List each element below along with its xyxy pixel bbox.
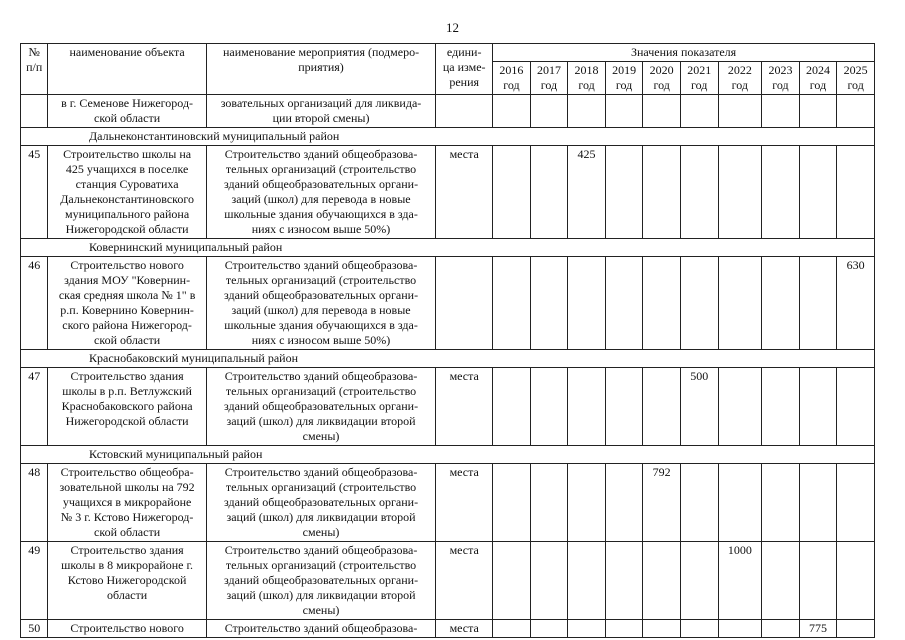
row-unit: места [436,542,493,620]
row-value [718,146,762,239]
header-year: 2025 год [837,62,875,95]
row-value [605,257,643,350]
row-value [837,620,875,638]
row-value [718,620,762,638]
row-num: 46 [21,257,48,350]
row-num: 49 [21,542,48,620]
row-value [568,464,606,542]
section-row [21,239,875,257]
table-row [21,368,875,446]
header-year: 2020 год [643,62,681,95]
row-unit: места [436,620,493,638]
continuation-measure: зовательных организаций для ликвида- ции второй смены) [206,95,435,128]
row-measure: Строительство зданий общеобразова- тельных организаций (строительство зданий общеобразовательных органи- заций (школ) для перевода в новые школьные здания обучающихся в зда- ниях с износом выше 50%) [206,146,435,239]
section-title: Ковернинский муниципальный район [21,239,875,257]
row-value [493,464,531,542]
row-unit: места [436,368,493,446]
row-value [837,368,875,446]
row-value [643,620,681,638]
row-value [643,257,681,350]
row-value [493,620,531,638]
row-value [568,257,606,350]
row-value [680,146,718,239]
section-title: Кстовский муниципальный район [21,446,875,464]
row-value [530,542,568,620]
row-unit [436,257,493,350]
row-object: Строительство нового здания МОУ "Ковернин- ская средняя школа № 1" в р.п. Ковернино Ковернин- ского района Нижегород- ской области [48,257,206,350]
row-value: 500 [680,368,718,446]
row-value [530,257,568,350]
row-value [799,464,837,542]
row-value [530,368,568,446]
row-object: Строительство школы на 425 учащихся в поселке станция Суроватиха Дальнеконстантиновского муниципального района Нижегородской области [48,146,206,239]
header-year: 2017 год [530,62,568,95]
table-row [21,542,875,620]
indicator-table [20,43,875,638]
row-value [568,542,606,620]
row-value [530,620,568,638]
header-year: 2024 год [799,62,837,95]
row-value [568,368,606,446]
row-num: 48 [21,464,48,542]
table-body [21,95,875,638]
row-value [605,146,643,239]
row-value [762,146,800,239]
row-value [493,146,531,239]
row-value [762,620,800,638]
header-year: 2021 год [680,62,718,95]
row-value [799,257,837,350]
row-value [568,620,606,638]
header-unit: едини- ца изме- рения [436,44,493,95]
table-row [21,146,875,239]
row-num: 45 [21,146,48,239]
row-value [799,146,837,239]
row-value [762,257,800,350]
section-title: Краснобаковский муниципальный район [21,350,875,368]
continuation-object: в г. Семенове Нижегород- ской области [48,95,206,128]
header-year: 2023 год [762,62,800,95]
table-row [21,257,875,350]
header-year: 2016 год [493,62,531,95]
row-value [762,368,800,446]
row-measure: Строительство зданий общеобразова- тельных организаций (строительство зданий общеобразовательных органи- заций (школ) для ликвидации второй смены) [206,542,435,620]
row-value: 775 [799,620,837,638]
continuation-row [21,95,875,128]
section-row [21,128,875,146]
row-value: 630 [837,257,875,350]
row-value [530,464,568,542]
row-object: Строительство общеобра- зовательной школы на 792 учащихся в микрорайоне № 3 г. Кстово Нижегород- ской области [48,464,206,542]
row-num: 50 [21,620,48,638]
table-header [21,44,875,95]
row-value [530,146,568,239]
page-number: 12 [446,20,459,35]
row-value [799,368,837,446]
row-value [680,257,718,350]
table-row [21,464,875,542]
row-unit: места [436,464,493,542]
header-year: 2018 год [568,62,606,95]
row-value [718,464,762,542]
row-value [680,464,718,542]
continuation-unit [436,95,493,128]
row-object: Строительство здания школы в р.п. Ветлужский Краснобаковского района Нижегородской области [48,368,206,446]
row-value: 1000 [718,542,762,620]
row-measure: Строительство зданий общеобразова- [206,620,435,638]
row-value [605,620,643,638]
row-object: Строительство нового [48,620,206,638]
row-value [605,542,643,620]
row-value [837,542,875,620]
row-value [680,620,718,638]
row-object: Строительство здания школы в 8 микрорайоне г. Кстово Нижегородской области [48,542,206,620]
row-value: 792 [643,464,681,542]
header-year: 2022 год [718,62,762,95]
section-title: Дальнеконстантиновский муниципальный район [21,128,875,146]
row-value [493,257,531,350]
section-row [21,350,875,368]
continuation-num [21,95,48,128]
header-values: Значения показателя [493,44,875,62]
row-value [799,542,837,620]
row-value [493,542,531,620]
row-measure: Строительство зданий общеобразова- тельных организаций (строительство зданий общеобразовательных органи- заций (школ) для перевода в новые школьные здания обучающихся в зда- ниях с износом выше 50%) [206,257,435,350]
section-row [21,446,875,464]
row-value [643,542,681,620]
header-num: № п/п [21,44,48,95]
row-value [680,542,718,620]
row-value [762,542,800,620]
row-value [643,146,681,239]
row-value [493,368,531,446]
table-row [21,620,875,638]
row-unit: места [436,146,493,239]
header-year: 2019 год [605,62,643,95]
row-value [837,146,875,239]
row-value [605,368,643,446]
row-measure: Строительство зданий общеобразова- тельных организаций (строительство зданий общеобразовательных органи- заций (школ) для ликвидации второй смены) [206,464,435,542]
row-value [762,464,800,542]
row-value [718,368,762,446]
row-value [605,464,643,542]
row-value [718,257,762,350]
row-value: 425 [568,146,606,239]
row-measure: Строительство зданий общеобразова- тельных организаций (строительство зданий общеобразовательных органи- заций (школ) для ликвидации второй смены) [206,368,435,446]
header-measure: наименование мероприятия (подмеро- приятия) [206,44,435,95]
header-object: наименование объекта [48,44,206,95]
row-num: 47 [21,368,48,446]
row-value [643,368,681,446]
row-value [837,464,875,542]
